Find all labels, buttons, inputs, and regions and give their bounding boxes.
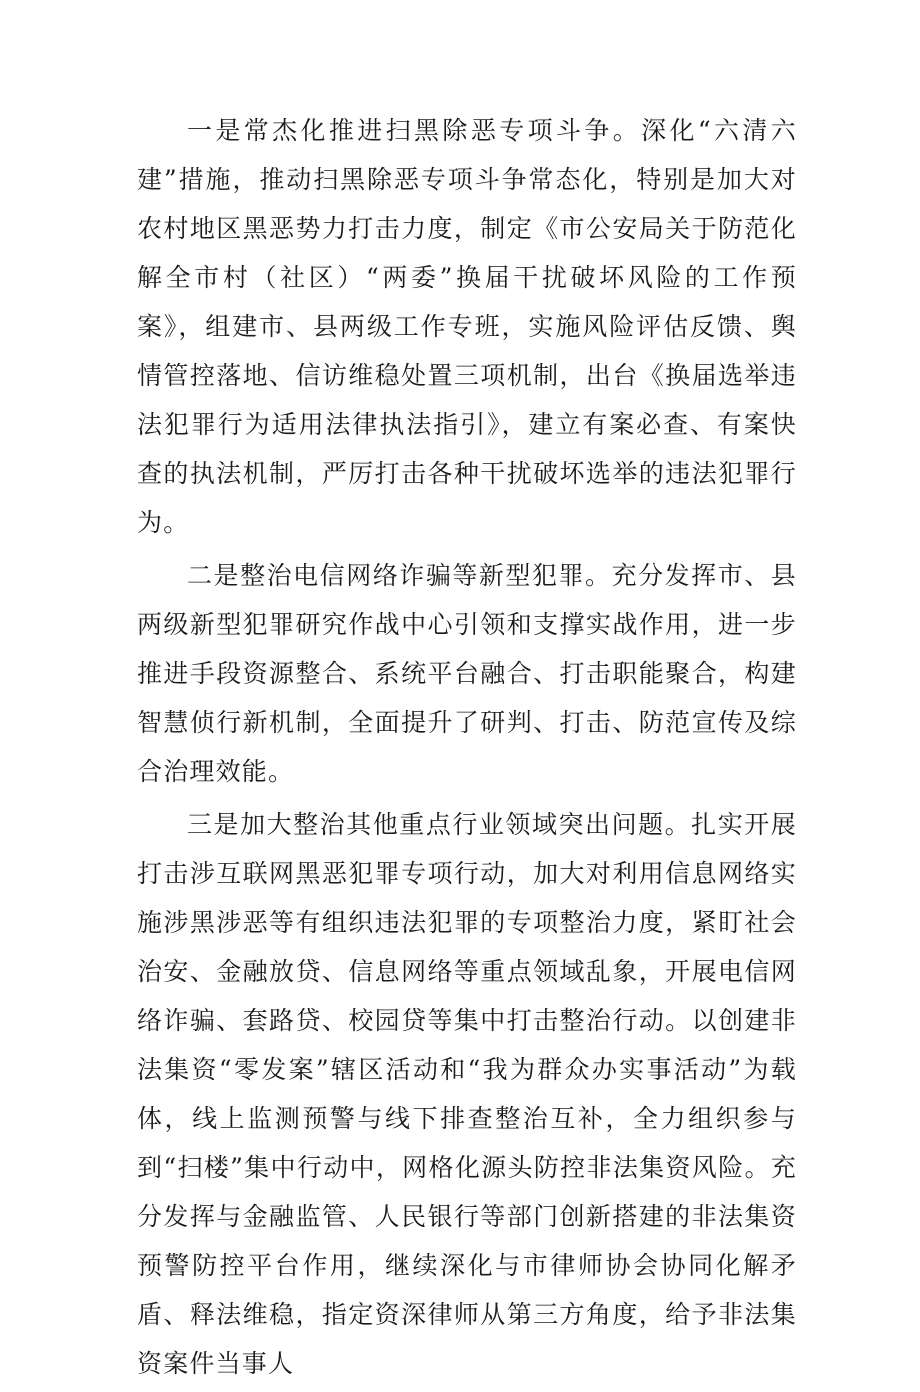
paragraph-3: 三是加大整治其他重点行业领域突出问题。扎实开展打击涉互联网黑恶犯罪专项行动，加大对利用信息网络实施涉黑涉恶等有组织违法犯罪的专项整治力度，紧盯社会治安、金融放贷、信息网络等重点领域乱象，开展电信网络诈骗、套路贷、校园贷等集中打击整治行动。以创建非法集资“零发案”辖区活动和“我为群众办实事活动”为载体，线上监测预警与线下排查整治互补，全力组织参与到“扫楼”集中行动中，网格化源头防控非法集资风险。充分发挥与金融监管、人民银行等部门创新搭建的非法集资预警防控平台作用，继续深化与市律师协会协同化解矛盾、释法维稳，指定资深律师从第三方角度，给予非法集资案件当事人 [137, 810, 797, 1378]
paragraph-2: 二是整治电信网络诈骗等新型犯罪。充分发挥市、县两级新型犯罪研究作战中心引领和支撑实战作用，进一步推进手段资源整合、系统平台融合、打击职能聚合，构建智慧侦行新机制，全面提升了研判、打击、防范宣传及综合治理效能。 [137, 561, 797, 786]
paragraph-1: 一是常杰化推进扫黑除恶专项斗争。深化“六清六建”措施，推动扫黑除恶专项斗争常态化，特别是加大对农村地区黑恶势力打击力度，制定《市公安局关于防范化解全市村（社区）“两委”换届干扰破坏风险的工作预案》，组建市、县两级工作专班，实施风险评估反馈、舆情管控落地、信访维稳处置三项机制，出台《换届选举违法犯罪行为适用法律执法指引》，建立有案必查、有案快查的执法机制，严厉打击各种干扰破坏选举的违法犯罪行为。 [137, 116, 797, 537]
document-body [137, 106, 797, 1392]
